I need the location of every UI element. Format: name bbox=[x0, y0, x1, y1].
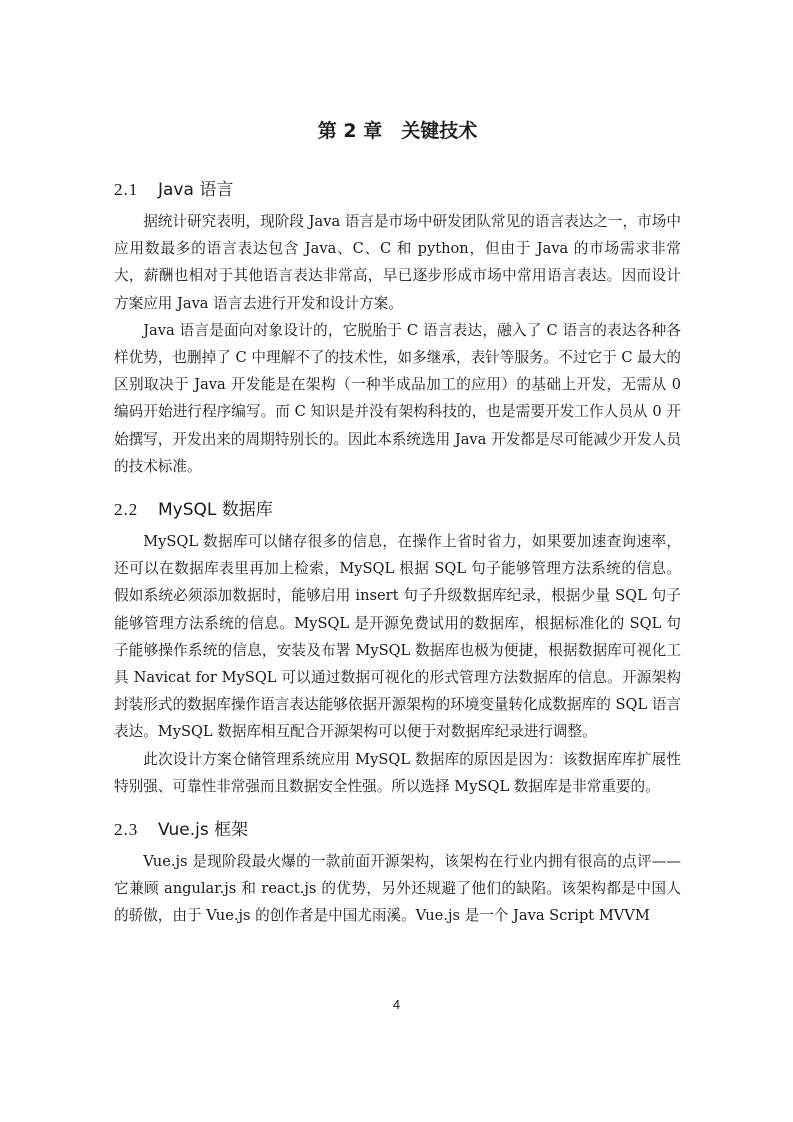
section-number: 2.1 bbox=[114, 180, 139, 199]
paragraph: Java 语言是面向对象设计的，它脱胎于 C 语言表达，融入了 C 语言的表达各种各样优势，也删掉了 C 中理解不了的技术性，如多继承，表针等服务。不过它于 C 最大的区别取决于 Java 开发能是在架构（一种半成品加工的应用）的基础上开发，无需从 0 编码开始进行程序编写。而 C 知识是并没有架构科技的，也是需要开发工作人员从 0 开始撰写，开发出来的周期特别长的。因此本系统选用 Java 开发都是尽可能减少开发人员的技术标准。 bbox=[114, 321, 681, 475]
section-title: Java 语言 bbox=[158, 180, 234, 200]
document-page bbox=[114, 118, 681, 930]
section-heading bbox=[114, 178, 681, 202]
section-number: 2.2 bbox=[114, 500, 139, 520]
section-title: Vue.js 框架 bbox=[158, 820, 249, 841]
paragraph: Vue.js 是现阶段最火爆的一款前面开源架构，该架构在行业内拥有很高的点评——它兼顾 angular.js 和 react.js 的优势，另外还规避了他们的缺陷。该架构都是中国人的骄傲，由于 Vue.js 的创作者是中国尤雨溪。Vue.js 是一个 Java Script MVVM bbox=[114, 853, 681, 925]
section-2-3 bbox=[114, 818, 681, 930]
section-number: 2.3 bbox=[114, 820, 139, 840]
page-number: 4 bbox=[392, 997, 401, 1012]
section-heading bbox=[114, 498, 681, 522]
section-heading bbox=[114, 818, 681, 842]
section-title: MySQL 数据库 bbox=[158, 500, 273, 521]
paragraph: 据统计研究表明，现阶段 Java 语言是市场中研发团队常见的语言表达之一，市场中应用数最多的语言表达包含 Java、C、C 和 python，但由于 Java 的市场需求非常大，薪酬也相对于其他语言表达非常高，早已逐步形成市场中常用语言表达。因而设计方案应用 Java 语言去进行开发和设计方案。 bbox=[114, 213, 681, 312]
section-2-2 bbox=[114, 498, 681, 800]
section-2-1 bbox=[114, 178, 681, 480]
paragraph: 此次设计方案仓储管理系统应用 MySQL 数据库的原因是因为：该数据库库扩展性特别强、可靠性非常强而且数据安全性强。所以选择 MySQL 数据库是非常重要的。 bbox=[114, 750, 681, 795]
chapter-title: 第 2 章 关键技术 bbox=[317, 120, 478, 142]
paragraph: MySQL 数据库可以储存很多的信息，在操作上省时省力，如果要加速查询速率，还可以在数据库表里再加上检索，MySQL 根据 SQL 句子能够管理方法系统的信息。假如系统必须添加数据时，能够启用 insert 句子升级数据库纪录，根据少量 SQL 句子能够管理方法系统的信息。MySQL 是开源免费试用的数据库，根据标准化的 SQL 句子能够操作系统的信息，安装及布署 MySQL 数据库也极为便捷，根据数据库可视化工具 Navicat for MySQL 可以通过数据可视化的形式管理方法数据库的信息。开源架构封装形式的数据库操作语言表达能够依据开源架构的环境变量转化成数据库的 SQL 语言表达。MySQL 数据库相互配合开源架构可以便于对数据库纪录进行调整。 bbox=[114, 533, 681, 741]
